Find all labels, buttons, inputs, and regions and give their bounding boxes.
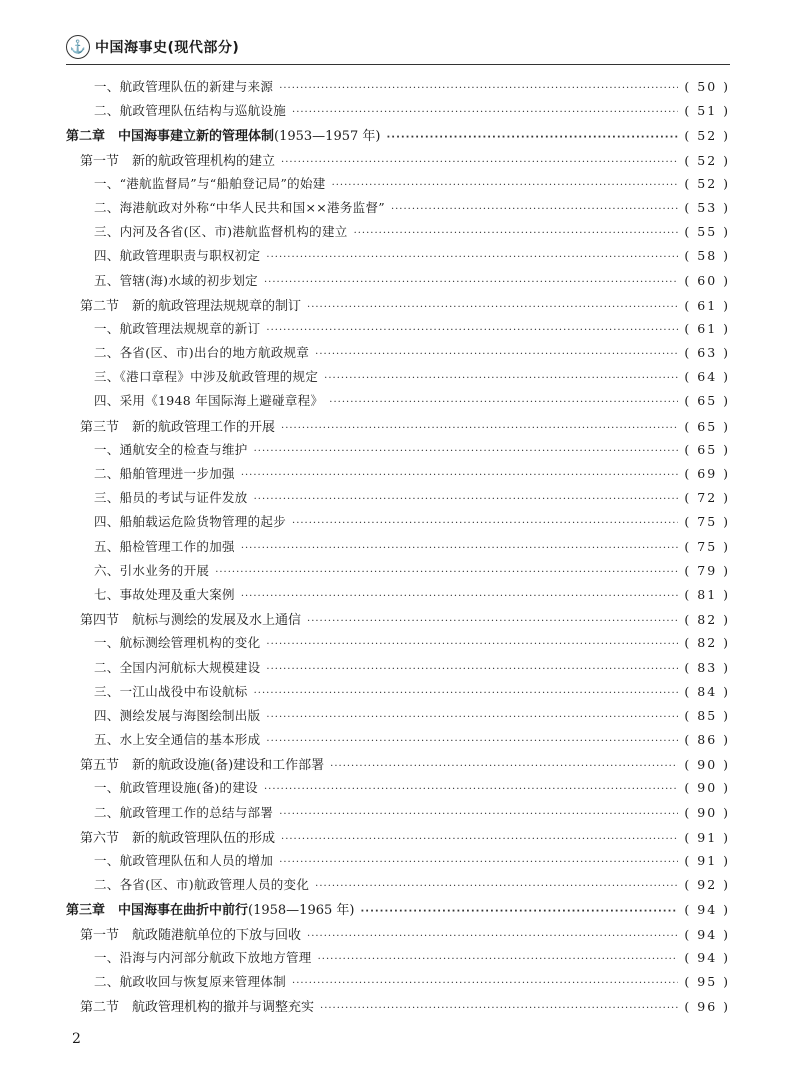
toc-entry-item[interactable] <box>66 367 730 391</box>
toc-entry-label: 三、一江山战役中布设航标 <box>94 683 248 699</box>
toc-entry-label: 二、船舶管理进一步加强 <box>94 466 235 481</box>
toc-entry-section[interactable] <box>66 754 730 778</box>
toc-entry-page: ( 96 ) <box>684 999 730 1015</box>
dot-leader <box>279 857 678 868</box>
toc-entry-item[interactable] <box>66 875 730 899</box>
dot-leader <box>391 204 678 215</box>
toc-entry-label: 第六节 新的航政管理队伍的形成 <box>80 830 276 846</box>
toc-entry-page: ( 75 ) <box>684 538 730 554</box>
toc-entry-label: 一、航标测绘管理机构的变化 <box>94 635 261 651</box>
dot-leader <box>329 397 678 408</box>
toc-entry-item[interactable] <box>66 271 730 295</box>
dot-leader <box>307 931 678 942</box>
dot-leader <box>386 132 678 143</box>
toc-entry-label: 二、航政管理队伍结构与巡航设施 <box>94 103 287 119</box>
toc-entry-page: ( 94 ) <box>684 949 730 965</box>
dot-leader <box>330 761 678 772</box>
toc-entry-label: 四、航政管理职责与职权初定 <box>94 248 261 264</box>
toc-entry-label: 七、事故处理及重大案例 <box>94 586 235 602</box>
page-number: 2 <box>72 1031 81 1047</box>
toc-entry-item[interactable] <box>66 77 730 101</box>
toc-entry-page: ( 65 ) <box>684 418 730 434</box>
toc-entry-page: ( 94 ) <box>684 902 730 918</box>
toc-entry-page: ( 58 ) <box>684 248 730 264</box>
toc-entry-label: 一、航政管理设施(备)的建设 <box>94 780 258 796</box>
toc-entry-item[interactable] <box>66 682 730 706</box>
toc-entry-item[interactable] <box>66 319 730 343</box>
dot-leader <box>318 954 679 965</box>
dot-leader <box>307 616 678 627</box>
toc-entry-item[interactable] <box>66 512 730 536</box>
toc-entry-label: 二、航政收回与恢复原来管理体制 <box>94 973 287 989</box>
toc-entry-item[interactable] <box>66 198 730 222</box>
toc-entry-label: 一、航政管理法规规章的新订 <box>94 320 261 336</box>
dot-leader <box>254 446 679 457</box>
dot-leader <box>241 470 679 481</box>
dot-leader <box>266 736 678 747</box>
dot-leader <box>264 277 678 288</box>
toc-entry-page: ( 84 ) <box>684 683 730 699</box>
toc-entry-page: ( 91 ) <box>684 853 730 868</box>
toc-entry-label: 第四节 航标与测绘的发展及水上通信 <box>80 613 302 629</box>
toc-entry-item[interactable] <box>66 658 730 682</box>
dot-leader <box>279 83 678 94</box>
toc-entry-page: ( 90 ) <box>684 757 730 773</box>
dot-leader <box>292 107 678 118</box>
header-rule <box>66 64 730 65</box>
toc-entry-label: 三、《港口章程》中涉及航政管理的规定 <box>94 369 319 385</box>
dot-leader <box>281 834 678 845</box>
toc-entry-label: 二、各省(区、市)出台的地方航政规章 <box>94 345 310 361</box>
toc-entry-page: ( 72 ) <box>684 490 730 506</box>
toc-entry-label: 一、沿海与内河部分航政下放地方管理 <box>94 949 312 965</box>
toc-entry-page: ( 51 ) <box>684 103 730 119</box>
toc-entry-item[interactable] <box>66 174 730 198</box>
toc-entry-item[interactable] <box>66 803 730 827</box>
toc-entry-item[interactable] <box>66 706 730 730</box>
dot-leader <box>279 809 678 820</box>
dot-leader <box>281 423 678 434</box>
toc-entry-label: 二、全国内河航标大规模建设 <box>94 659 261 675</box>
toc-entry-years: (1958—1965 年) <box>248 903 355 919</box>
toc-entry-label: 一、“港航监督局”与“船舶登记局”的始建 <box>94 175 326 191</box>
anchor-seal-icon: ⚓ <box>66 35 90 59</box>
toc-entry-label: 二、海港航政对外称“中华人民共和国××港务监督” <box>94 199 385 215</box>
toc-entry-page: ( 75 ) <box>684 514 730 530</box>
toc-entry-section[interactable] <box>66 827 730 851</box>
dot-leader <box>264 784 678 795</box>
toc-entry-page: ( 65 ) <box>684 441 730 457</box>
dot-leader <box>320 1003 678 1014</box>
toc-entry-label: 二、各省(区、市)航政管理人员的变化 <box>94 877 310 893</box>
dot-leader <box>292 518 678 529</box>
dot-leader <box>315 881 678 892</box>
dot-leader <box>266 325 678 336</box>
toc-entry-label: 第二章 中国海事建立新的管理体制 <box>66 129 275 145</box>
toc-entry-item[interactable] <box>66 488 730 512</box>
toc-entry-item[interactable] <box>66 222 730 246</box>
toc-entry-section[interactable] <box>66 295 730 319</box>
toc-entry-label: 一、通航安全的检查与维护 <box>94 441 248 457</box>
dot-leader <box>315 349 678 360</box>
toc-entry-item[interactable] <box>66 972 730 996</box>
toc-entry-page: ( 53 ) <box>684 199 730 215</box>
toc-entry-label: 第一节 航政随港航单位的下放与回收 <box>80 927 302 943</box>
dot-leader <box>266 252 678 263</box>
dot-leader <box>354 228 679 239</box>
toc-entry-item[interactable] <box>66 778 730 802</box>
toc-entry-chapter[interactable] <box>66 125 730 149</box>
toc-entry-page: ( 50 ) <box>684 79 730 94</box>
toc-entry-page: ( 83 ) <box>684 659 730 675</box>
dot-leader <box>254 494 679 505</box>
dot-leader <box>266 712 678 723</box>
toc-entry-page: ( 64 ) <box>684 369 730 385</box>
toc-entry-chapter[interactable] <box>66 899 730 923</box>
running-header <box>66 34 239 60</box>
toc-entry-section[interactable] <box>66 150 730 174</box>
dot-leader <box>324 373 678 384</box>
dot-leader <box>241 591 679 602</box>
dot-leader <box>281 157 678 168</box>
dot-leader <box>332 180 679 191</box>
toc-entry-label: 第三章 中国海事在曲折中前行 <box>66 903 249 919</box>
toc-entry-item[interactable] <box>66 440 730 464</box>
toc-entry-page: ( 85 ) <box>684 707 730 723</box>
toc-entry-page: ( 52 ) <box>684 128 730 144</box>
toc-entry-item[interactable] <box>66 948 730 972</box>
toc-entry-page: ( 92 ) <box>684 877 730 893</box>
toc-entry-page: ( 69 ) <box>684 466 730 481</box>
toc-entry-page: ( 65 ) <box>684 393 730 409</box>
toc-entry-page: ( 81 ) <box>684 586 730 602</box>
toc-entry-label: 第三节 新的航政管理工作的开展 <box>80 419 276 435</box>
toc-entry-item[interactable] <box>66 343 730 367</box>
toc-entry-label: 三、内河及各省(区、市)港航监督机构的建立 <box>94 224 348 240</box>
dot-leader <box>307 302 678 313</box>
toc-entry-label: 第二节 新的航政管理法规规章的制订 <box>80 298 302 314</box>
toc-entry-label: 第二节 航政管理机构的撤并与调整充实 <box>80 1000 315 1016</box>
toc-entry-label: 二、航政管理工作的总结与部署 <box>94 804 274 820</box>
toc-entry-item[interactable] <box>66 246 730 270</box>
toc-entry-page: ( 90 ) <box>684 804 730 820</box>
toc-entry-page: ( 60 ) <box>684 272 730 288</box>
toc-entry-section[interactable] <box>66 996 730 1020</box>
toc-entry-item[interactable] <box>66 851 730 875</box>
toc-entry-label: 四、采用《1948 年国际海上避碰章程》 <box>94 393 324 409</box>
toc-entry-page: ( 90 ) <box>684 780 730 796</box>
dot-leader <box>360 906 678 917</box>
toc-entry-years: (1953—1957 年) <box>274 129 381 145</box>
toc-entry-page: ( 63 ) <box>684 345 730 361</box>
toc-entry-page: ( 86 ) <box>684 732 730 748</box>
toc-entry-section[interactable] <box>66 609 730 633</box>
toc-entry-item[interactable] <box>66 101 730 125</box>
book-title: 中国海事史(现代部分) <box>95 40 240 56</box>
toc-entry-item[interactable] <box>66 730 730 754</box>
toc-entry-page: ( 61 ) <box>684 297 730 313</box>
toc-entry-item[interactable] <box>66 585 730 609</box>
toc-entry-label: 第五节 新的航政设施(备)建设和工作部署 <box>80 758 325 774</box>
toc-entry-label: 五、水上安全通信的基本形成 <box>94 732 261 748</box>
toc-entry-label: 四、船舶载运危险货物管理的起步 <box>94 514 287 530</box>
toc-entry-item[interactable] <box>66 633 730 657</box>
toc-entry-item[interactable] <box>66 391 730 415</box>
toc-entry-section[interactable] <box>66 924 730 948</box>
dot-leader <box>292 978 678 989</box>
dot-leader <box>266 639 678 650</box>
toc-entry-page: ( 52 ) <box>684 175 730 191</box>
dot-leader <box>266 664 678 675</box>
toc-entry-label: 一、航政管理队伍和人员的增加 <box>94 853 274 868</box>
toc-entry-label: 六、引水业务的开展 <box>94 562 210 578</box>
toc-entry-item[interactable] <box>66 464 730 488</box>
toc-entry-page: ( 61 ) <box>684 320 730 336</box>
toc-entry-section[interactable] <box>66 416 730 440</box>
toc-entry-page: ( 52 ) <box>684 152 730 168</box>
dot-leader <box>254 688 679 699</box>
toc-entry-page: ( 94 ) <box>684 926 730 942</box>
dot-leader <box>215 567 678 578</box>
dot-leader <box>241 543 679 554</box>
toc-entry-item[interactable] <box>66 561 730 585</box>
toc-entry-page: ( 82 ) <box>684 635 730 651</box>
toc-entry-label: 三、船员的考试与证件发放 <box>94 490 248 506</box>
toc-entry-label: 五、管辖(海)水域的初步划定 <box>94 272 258 288</box>
toc-entry-label: 四、测绘发展与海图绘制出版 <box>94 707 261 723</box>
toc-entry-label: 五、船检管理工作的加强 <box>94 538 235 554</box>
toc-entry-page: ( 82 ) <box>684 612 730 628</box>
toc-entry-item[interactable] <box>66 537 730 561</box>
toc-entry-page: ( 79 ) <box>684 562 730 578</box>
toc-entry-label: 第一节 新的航政管理机构的建立 <box>80 153 276 169</box>
toc-entry-page: ( 55 ) <box>684 224 730 240</box>
toc-entry-page: ( 91 ) <box>684 829 730 845</box>
toc-entry-label: 一、航政管理队伍的新建与来源 <box>94 79 274 94</box>
table-of-contents <box>66 77 730 1020</box>
toc-entry-page: ( 95 ) <box>684 973 730 989</box>
